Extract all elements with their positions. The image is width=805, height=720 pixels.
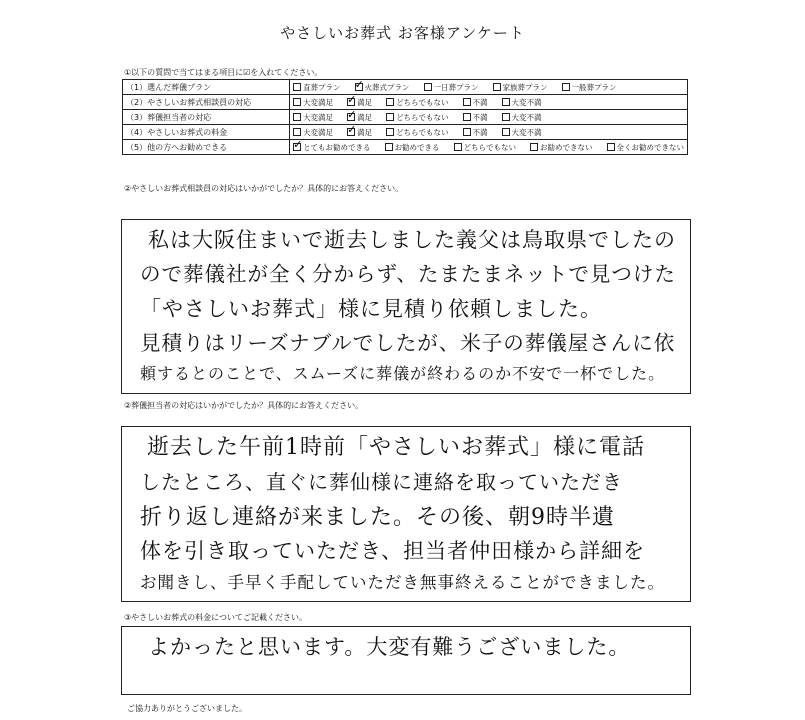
rating-question: （3）葬儀担当者の対応 — [123, 110, 290, 125]
rating-option[interactable] — [386, 97, 448, 108]
rating-option-label: とてもお勧めできる — [303, 142, 371, 152]
checkbox-icon[interactable] — [607, 143, 615, 151]
rating-row — [123, 95, 688, 110]
rating-option-label: お勧めできない — [540, 142, 593, 152]
rating-row — [123, 140, 688, 155]
checkbox-icon[interactable] — [386, 113, 394, 121]
rating-option[interactable] — [493, 82, 548, 93]
rating-options — [290, 140, 688, 155]
answer-4-box — [121, 626, 691, 695]
checkbox-icon[interactable] — [385, 143, 393, 151]
answer-2-line: ので葬儀社が全く分からず、たまたまネットで見つけた — [140, 262, 676, 286]
rating-option[interactable] — [424, 82, 479, 93]
rating-table — [122, 79, 688, 155]
rating-option-label: 全くお勧めできない — [616, 142, 684, 152]
answer-3-box — [121, 426, 691, 602]
answer-3-line: 体を引き取っていただき、担当者仲田様から詳細を — [140, 539, 646, 563]
checkbox-icon[interactable] — [386, 98, 394, 106]
rating-option-label: 直葬プラン — [303, 82, 341, 92]
rating-row — [123, 110, 688, 125]
rating-options — [290, 125, 688, 140]
rating-option[interactable] — [463, 112, 488, 123]
answer-2-line: 私は大阪住まいで逝去しました義父は鳥取県でしたの — [148, 228, 676, 252]
rating-option[interactable] — [293, 112, 333, 123]
checkbox-icon[interactable] — [562, 83, 570, 91]
survey-title: やさしいお葬式 お客様アンケート — [280, 24, 525, 42]
checkbox-icon[interactable] — [386, 128, 394, 136]
checkbox-icon[interactable] — [502, 98, 510, 106]
checkbox-icon[interactable] — [502, 128, 510, 136]
answer-3-line: したところ、直ぐに葬仙様に連絡を取っていただき — [140, 470, 623, 494]
rating-option-label: お勧めできる — [394, 142, 440, 152]
rating-option-label: 満足 — [357, 127, 373, 137]
rating-option-label: 満足 — [357, 112, 373, 122]
rating-option-label: 満足 — [357, 97, 373, 107]
rating-option[interactable] — [463, 97, 488, 108]
rating-option[interactable] — [386, 112, 448, 123]
rating-option-label: 大変不満 — [511, 112, 542, 122]
rating-question: （1）選んだ葬儀プラン — [123, 80, 290, 95]
checked-checkbox-icon[interactable] — [293, 143, 301, 151]
rating-option-label: 火葬式プラン — [364, 82, 410, 92]
checked-checkbox-icon[interactable] — [347, 98, 355, 106]
answer-3-line: 逝去した午前1時前「やさしいお葬式」様に電話 — [147, 435, 645, 460]
answer-3-line: お聞きし、手早く手配していただき無事終えることができました。 — [140, 573, 665, 592]
rating-option-label: 不満 — [472, 112, 488, 122]
question-3-prompt: ②葬儀担当者の対応はいかがでしたか？具体的にお答えください。 — [124, 401, 364, 410]
rating-option[interactable] — [385, 142, 440, 153]
checkbox-icon[interactable] — [463, 113, 471, 121]
checkbox-icon[interactable] — [454, 143, 462, 151]
rating-option-label: 大変不満 — [511, 97, 542, 107]
rating-option[interactable] — [530, 142, 593, 153]
rating-option-label: 大変満足 — [303, 97, 334, 107]
rating-option[interactable] — [386, 127, 448, 138]
rating-option-label: 不満 — [472, 127, 488, 137]
question-2-prompt: ②やさしいお葬式相談員の対応はいかがでしたか？具体的にお答えください。 — [124, 184, 404, 193]
rating-option-label: どちらでもない — [396, 97, 449, 107]
answer-4-line: よかったと思います。大変有難うございました。 — [148, 635, 631, 659]
checkbox-icon[interactable] — [293, 113, 301, 121]
checkbox-icon[interactable] — [293, 98, 301, 106]
rating-option-label: 一般葬プラン — [571, 82, 617, 92]
checkbox-icon[interactable] — [502, 113, 510, 121]
rating-question: （5）他の方へお勧めできる — [123, 140, 290, 155]
answer-2-line: 見積りはリーズナブルでしたが、米子の葬儀屋さんに依 — [140, 331, 676, 355]
rating-option-label: どちらでもない — [463, 142, 516, 152]
question-1-intro: ①以下の質問で当てはまる項目に☑を入れてください。 — [124, 68, 323, 77]
rating-question: （2）やさしいお葬式相談員の対応 — [123, 95, 290, 110]
checkbox-icon[interactable] — [463, 98, 471, 106]
rating-option[interactable] — [502, 112, 542, 123]
checked-checkbox-icon[interactable] — [347, 113, 355, 121]
rating-option[interactable] — [347, 127, 372, 138]
question-4-prompt: ③やさしいお葬式の料金についてご記載ください。 — [124, 613, 308, 622]
rating-option[interactable] — [502, 127, 542, 138]
rating-option[interactable] — [355, 82, 410, 93]
answer-2-line: 「やさしいお葬式」様に見積り依頼しました。 — [140, 297, 602, 321]
rating-option[interactable] — [502, 97, 542, 108]
rating-option-label: 不満 — [472, 97, 488, 107]
checked-checkbox-icon[interactable] — [355, 83, 363, 91]
thank-you-footer: ご協力ありがとうございました。 — [127, 704, 247, 713]
checkbox-icon[interactable] — [493, 83, 501, 91]
rating-option[interactable] — [454, 142, 516, 153]
rating-question: （4）やさしいお葬式の料金 — [123, 125, 290, 140]
checkbox-icon[interactable] — [293, 83, 301, 91]
checkbox-icon[interactable] — [293, 128, 301, 136]
answer-2-box — [121, 219, 691, 394]
rating-option[interactable] — [293, 82, 341, 93]
rating-option[interactable] — [293, 142, 371, 153]
rating-option-label: 一日葬プラン — [433, 82, 479, 92]
rating-option[interactable] — [463, 127, 488, 138]
answer-2-line: 頼するとのことで、スムーズに葬儀が終わるのか不安で一杯でした。 — [140, 364, 666, 383]
rating-option-label: 大変満足 — [303, 127, 334, 137]
rating-option-label: 大変満足 — [303, 112, 334, 122]
rating-option-label: 大変不満 — [511, 127, 542, 137]
rating-option[interactable] — [293, 97, 333, 108]
rating-option-label: どちらでもない — [396, 112, 449, 122]
rating-option[interactable] — [347, 97, 372, 108]
checked-checkbox-icon[interactable] — [347, 128, 355, 136]
rating-option[interactable] — [347, 112, 372, 123]
answer-3-line: 折り返し連絡が来ました。その後、朝9時半遺 — [140, 505, 615, 530]
rating-option[interactable] — [607, 142, 685, 153]
rating-option-label: どちらでもない — [396, 127, 449, 137]
checkbox-icon[interactable] — [463, 128, 471, 136]
rating-option[interactable] — [562, 82, 617, 93]
checkbox-icon[interactable] — [424, 83, 432, 91]
rating-option-label: 家族葬プラン — [502, 82, 548, 92]
checkbox-icon[interactable] — [530, 143, 538, 151]
rating-row — [123, 125, 688, 140]
rating-option[interactable] — [293, 127, 333, 138]
rating-row — [123, 80, 688, 95]
